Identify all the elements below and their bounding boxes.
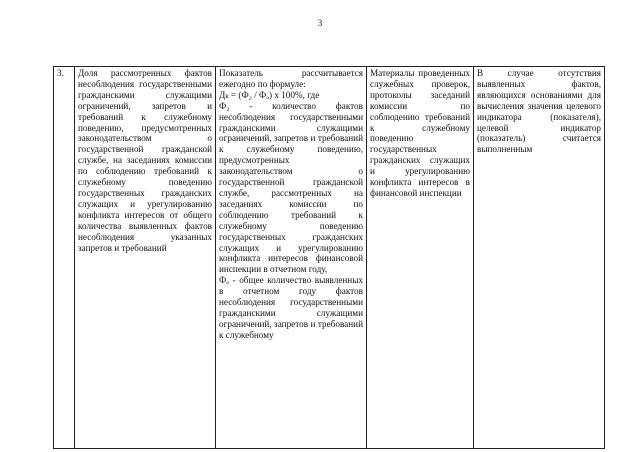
calculation-method-cell	[216, 67, 367, 449]
formula-term-f2: Ф₂ - количество фактов несоблюдения государственными гражданскими служащими ограничений, запретов и требований к служебному поведению, предусмотренных законодательством о государственной гражданской службе, рассмотренных на заседаниях комиссии по соблюдению требований к служебному поведению государственных гражданских служащих и урегулированию конфликта интересов финансовой инспекции в отчетном году,	[219, 100, 363, 275]
source-materials-cell: Материалы проведенных служебных проверок, протоколы заседаний комиссии по соблюдению требований к служебному поведению государственных гражданских служащих и урегулированию конфликта интересов в финансовой инспекции	[367, 67, 474, 449]
indicators-table	[53, 66, 605, 449]
formula-intro: Показатель рассчитывается ежегодно по формуле:	[219, 68, 363, 89]
page-number: 3	[317, 18, 323, 28]
formula: Дₖ = (Ф₂ / Фₒ) x 100%, где	[219, 89, 320, 100]
note-cell: В случае отсутствия выявленных фактов, являющихся основаниями для вычисления значения целевого индикатора (показателя), целевой индикатор (показатель) считается выполненным	[474, 67, 605, 449]
formula-term-fo: Фₒ - общее количество выявленных в отчетном году фактов несоблюдения государственными гражданскими служащими ограничений, запретов и требований к служебному	[219, 275, 363, 340]
table-row	[54, 67, 605, 449]
row-number-cell: 3.	[54, 67, 75, 449]
indicator-name-cell: Доля рассмотренных фактов несоблюдения государственными гражданскими служащими ограничений, запретов и требований к служебному поведению, предусмотренных законодательством о государственной гражданской службе, на заседаниях комиссии по соблюдению требований к служебному поведению государственных гражданских служащих и урегулированию конфликта интересов от общего количества выявленных фактов несоблюдения указанных запретов и требований	[75, 67, 216, 449]
